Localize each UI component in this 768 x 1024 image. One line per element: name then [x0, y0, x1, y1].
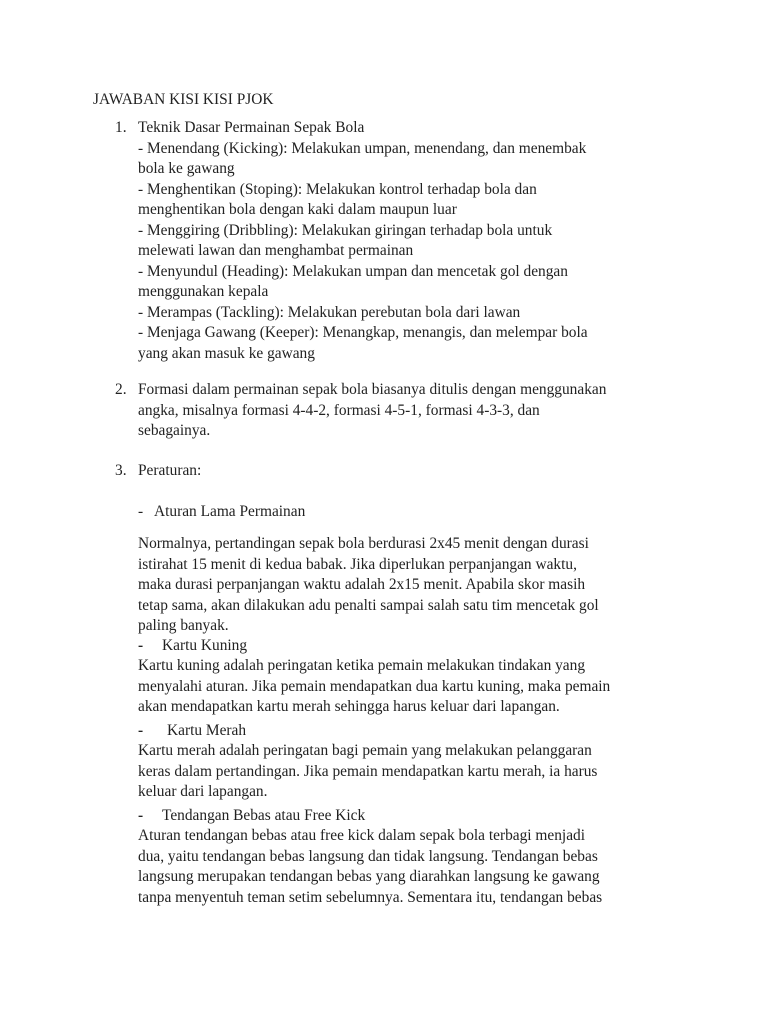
text-line: langsung merupakan tendangan bebas yang diarahkan langsung ke gawang [138, 868, 600, 885]
text-line: keluar dari lapangan. [138, 783, 268, 800]
list-number: 2. [115, 381, 127, 398]
subheading-text: Tendangan Bebas atau Free Kick [162, 807, 366, 824]
text-line: Aturan tendangan bebas atau free kick dalam sepak bola terbagi menjadi [138, 827, 585, 844]
paragraph-free-kick [138, 826, 683, 908]
text-line: - Menyundul (Heading): Melakukan umpan dan mencetak gol dengan [138, 262, 568, 280]
dash-marker: - [138, 807, 144, 824]
text-line: yang akan masuk ke gawang [138, 344, 315, 362]
text-line: melewati lawan dan menghambat permainan [138, 242, 414, 259]
subheading-kartu-merah [138, 721, 683, 742]
paragraph-aturan-lama [138, 534, 683, 637]
text-line: sebagainya. [138, 422, 211, 439]
list-number: 1. [115, 119, 127, 136]
dash-marker: - [138, 637, 144, 654]
text-line: - Menggiring (Dribbling): Melakukan giringan terhadap bola untuk [138, 221, 553, 239]
subheading-kartu-kuning [138, 636, 683, 657]
text-line: Kartu merah adalah peringatan bagi pemain yang melakukan pelanggaran [138, 742, 592, 759]
text-line: maka durasi perpanjangan waktu adalah 2x15 menit. Apabila skor masih [138, 576, 586, 593]
subheading-free-kick [138, 806, 683, 827]
list-item-body [138, 380, 683, 442]
subheading-text: Kartu Merah [167, 722, 247, 739]
subheading-text: Kartu Kuning [162, 637, 248, 654]
text-line: tanpa menyentuh teman setim sebelumnya. Sementara itu, tendangan bebas [138, 888, 603, 906]
text-line: menyalahi aturan. Jika pemain mendapatkan dua kartu kuning, maka pemain [138, 677, 611, 695]
subheading-aturan-lama [138, 502, 683, 523]
item-heading: Peraturan: [138, 462, 202, 479]
dash-marker: - [138, 503, 144, 520]
text-line: - Menghentikan (Stoping): Melakukan kontrol terhadap bola dan [138, 180, 537, 198]
paragraph-kartu-merah [138, 741, 683, 803]
list-number: 3. [115, 462, 127, 479]
list-item-body [138, 118, 683, 364]
dash-marker: - [138, 722, 144, 739]
text-line: Kartu kuning adalah peringatan ketika pemain melakukan tindakan yang [138, 657, 586, 674]
item-heading: Teknik Dasar Permainan Sepak Bola [138, 119, 365, 136]
text-line: paling banyak. [138, 617, 229, 634]
subheading-text: Aturan Lama Permainan [154, 503, 306, 520]
text-line: angka, misalnya formasi 4-4-2, formasi 4-5-1, formasi 4-3-3, dan [138, 401, 540, 419]
text-line: Normalnya, pertandingan sepak bola berdurasi 2x45 menit dengan durasi [138, 535, 589, 552]
text-line: - Menendang (Kicking): Melakukan umpan, menendang, dan menembak [138, 139, 587, 157]
document-title: JAWABAN KISI KISI PJOK [93, 91, 274, 108]
text-line: menghentikan bola dengan kaki dalam maupun luar [138, 201, 457, 218]
text-line: bola ke gawang [138, 160, 235, 177]
text-line: dua, yaitu tendangan bebas langsung dan tidak langsung. Tendangan bebas [138, 847, 598, 865]
paragraph-kartu-kuning [138, 656, 683, 718]
text-line: - Merampas (Tackling): Melakukan perebutan bola dari lawan [138, 303, 521, 321]
text-line: tetap sama, akan dilakukan adu penalti sampai salah satu tim mencetak gol [138, 596, 599, 614]
text-line: keras dalam pertandingan. Jika pemain mendapatkan kartu merah, ia harus [138, 762, 598, 780]
text-line: menggunakan kepala [138, 283, 269, 300]
text-line: - Menjaga Gawang (Keeper): Menangkap, menangis, dan melempar bola [138, 324, 588, 341]
text-line: akan mendapatkan kartu merah sehingga harus keluar dari lapangan. [138, 698, 560, 715]
text-line: Formasi dalam permainan sepak bola biasanya ditulis dengan menggunakan [138, 381, 607, 398]
text-line: istirahat 15 menit di kedua babak. Jika diperlukan perpanjangan waktu, [138, 555, 577, 573]
